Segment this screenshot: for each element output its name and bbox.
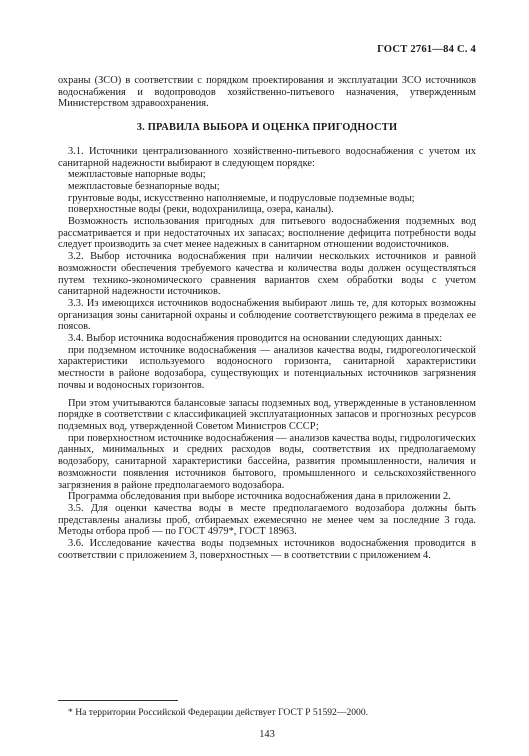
clause-3-1: 3.1. Источники централизованного хозяйственно-питьевого водоснабжения с учетом их санитарной надежности выбирают в следующем порядке:: [58, 145, 476, 169]
page-number: 143: [259, 729, 275, 740]
intro-paragraph: охраны (ЗСО) в соответствии с порядком проектирования и эксплуатации ЗСО источников водоснабжения и водопроводов хозяйственно-питьевого назначения, утвержденным Министерством здравоохранения.: [58, 75, 476, 110]
clause-3-1-note: Возможность использования пригодных для питьевого водоснабжения подземных вод рассматривается и при недостаточных их запасах; восполнение дефицита потребности воды следует производить за счет менее надежных в санитарном отношении водоисточников.: [58, 216, 476, 251]
page-body: [58, 75, 476, 561]
clause-3-2: 3.2. Выбор источника водоснабжения при наличии нескольких источников и равной возможности обеспечения требуемого качества и количества воды должен осуществляться путем технико-экономического сравнения вариантов схем обработки воды с учетом санитарной надежности источников.: [58, 251, 476, 298]
clause-3-5: 3.5. Для оценки качества воды в месте предполагаемого водозабора должны быть представлены анализы проб, отбираемых ежемесячно не менее чем за последние 3 года. Методы отбора проб — по ГОСТ 4979*, ГОСТ 18963.: [58, 502, 476, 538]
footnote: * На территории Российской Федерации действует ГОСТ Р 51592—2000.: [68, 707, 369, 718]
clause-3-4-surface: при поверхностном источнике водоснабжения — анализов качества воды, гидрологических данных, минимальных и средних расходов воды, соответствия их предполагаемому водозабору, санитарной характеристики бассейна, развития промышленности, наличия и возможности появления источников бытового, промышленного и сельскохозяйственного загрязнения в районе предполагаемого водозабора.: [58, 432, 476, 491]
list-item: грунтовые воды, искусственно наполняемые, и подрусловые подземные воды;: [68, 192, 415, 204]
clause-3-4: 3.4. Выбор источника водоснабжения проводится на основании следующих данных:: [68, 333, 443, 345]
list-item: межпластовые напорные воды;: [68, 169, 206, 181]
list-item: межпластовые безнапорные воды;: [68, 180, 220, 192]
clause-3-6: 3.6. Исследование качества воды подземных источников водоснабжения проводится в соответствии с приложением 3, поверхностных — в соответствии с приложением 4.: [58, 538, 476, 561]
clause-3-4-program: Программа обследования при выборе источника водоснабжения дана в приложении 2.: [68, 491, 451, 503]
section-title: 3. ПРАВИЛА ВЫБОРА И ОЦЕНКА ПРИГОДНОСТИ: [136, 122, 398, 134]
clause-3-4-reserves: При этом учитываются балансовые запасы подземных вод, утвержденные в установленном порядке в соответствии с классификацией эксплуатационных запасов и прогнозных ресурсов подземных вод, утвержденной Советом Министров СССР;: [58, 397, 476, 432]
clause-3-4-underground: при подземном источнике водоснабжения — анализов качества воды, гидрогеологической характеристики используемого водоносного горизонта, санитарной характеристики местности в районе водозабора, существующих и потенциальных источников загрязнения почвы и водоносных горизонтов.: [58, 344, 476, 391]
list-item: поверхностные воды (реки, водохранилища, озера, каналы).: [68, 204, 334, 216]
running-header: ГОСТ 2761—84 С. 4: [377, 44, 476, 55]
footnote-divider: [58, 700, 178, 701]
document-page: [58, 0, 476, 756]
clause-3-3: 3.3. Из имеющихся источников водоснабжения выбирают лишь те, для которых возможны организация зоны санитарной охраны и соблюдение соответствующего режима в пределах ее поясов.: [58, 297, 476, 333]
